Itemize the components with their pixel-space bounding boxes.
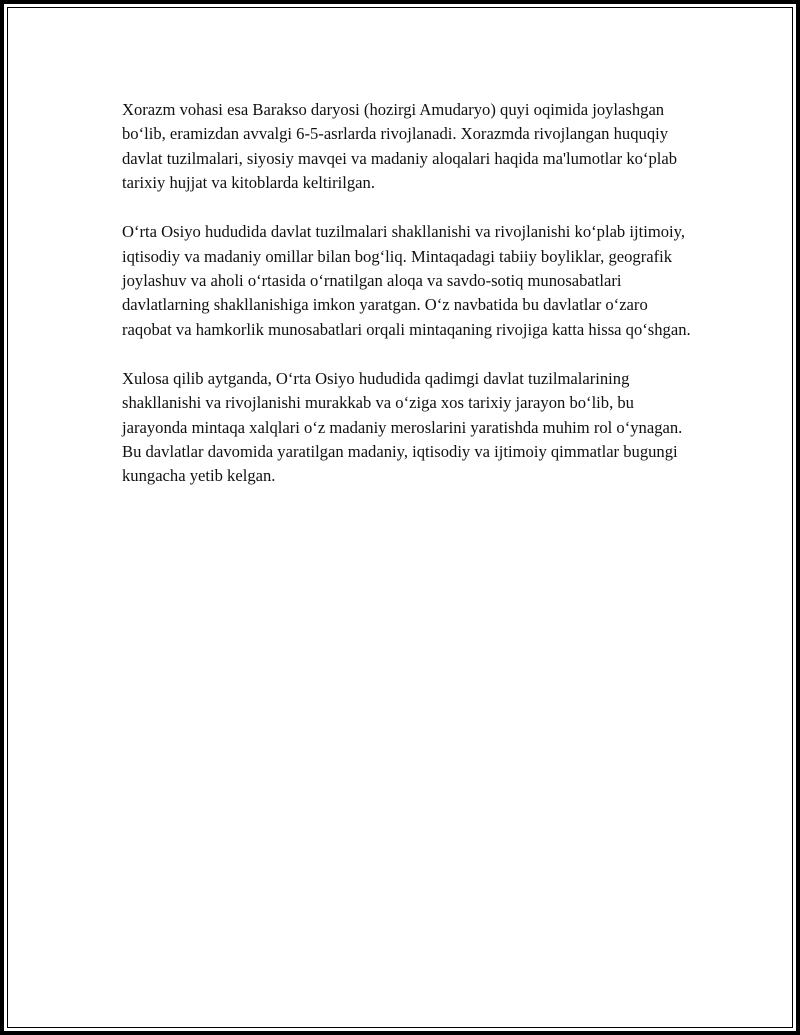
document-body	[122, 98, 692, 513]
paragraph-1: Xorazm vohasi esa Barakso daryosi (hozirgi Amudaryo) quyi oqimida joylashgan bo‘lib, eramizdan avvalgi 6-5-asrlarda rivojlanadi. Xorazmda rivojlangan huquqiy davlat tuzilmalari, siyosiy mavqei va madaniy aloqalari haqida ma'lumotlar ko‘plab tarixiy hujjat va kitoblarda keltirilgan.	[122, 100, 678, 193]
paragraph-3: Xulosa qilib aytganda, O‘rta Osiyo hududida qadimgi davlat tuzilmalarining shakllanishi va rivojlanishi murakkab va o‘ziga xos tarixiy jarayon bo‘lib, bu jarayonda mintaqa xalqlari o‘z madaniy meroslarini yaratishda muhim rol o‘ynagan. Bu davlatlar davomida yaratilgan madaniy, iqtisodiy va ijtimoiy qimmatlar bugungi kungacha yetib kelgan.	[122, 368, 683, 486]
paragraph-2: O‘rta Osiyo hududida davlat tuzilmalari shakllanishi va rivojlanishi ko‘plab ijtimoiy, iqtisodiy va madaniy omillar bilan bog‘liq. Mintaqadagi tabiiy boyliklar, geografik joylashuv va aholi o‘rtasida o‘rnatilgan aloqa va savdo-sotiq munosabatlari davlatlarning shakllanishiga imkon yaratgan. O‘z navbatida bu davlatlar o‘zaro raqobat va hamkorlik munosabatlari orqali mintaqaning rivojiga katta hissa qo‘shgan.	[122, 222, 691, 339]
